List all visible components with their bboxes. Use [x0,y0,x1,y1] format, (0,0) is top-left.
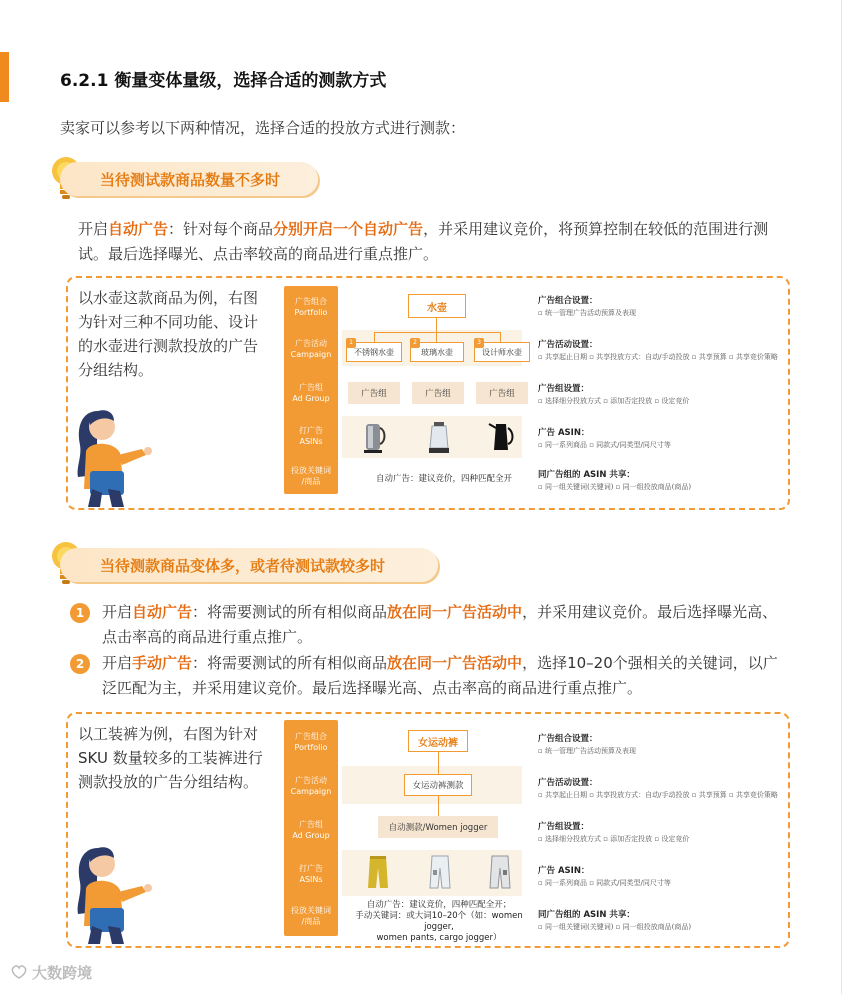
stainless-kettle-icon [362,420,386,454]
grey-jogger-icon [488,854,512,890]
highlight-manual-ad: 手动广告 [132,654,193,672]
campaign-box-1: 不锈钢水壶 [346,342,402,362]
note-campaign-title: 广告活动设置： [538,340,598,350]
tree-line [436,332,437,342]
tree-line [438,796,439,816]
note-share-desc: ▫ 同一组关键词(关键词) ▫ 同一组投放商品(商品) [538,923,692,931]
note-campaign-title: 广告活动设置： [538,778,598,788]
level-adgroup: 广告组 Ad Group [292,820,330,840]
campaign-number-2: 2 [410,338,420,348]
campaign-box: 女运动裤测款 [404,774,472,796]
note-asin-title: 广告 ASIN： [538,428,590,438]
watermark-text: 大数跨境 [32,964,93,982]
level-asins: 打广告 ASINs [299,426,323,446]
adgroup-box-2: 广告组 [412,382,464,404]
highlight-auto-ad: 自动广告 [108,220,169,238]
tree-line [374,332,500,333]
highlight-same-campaign: 放在同一广告活动中 [387,654,523,672]
targeting-note-1: 自动广告：建议竞价，四种匹配全开 [375,474,512,484]
section2-item-1: 开启自动广告：将需要测试的所有相似商品放在同一广告活动中，并采用建议竞价。最后选择曝光高、点击率高的商品进行重点推广。 [102,603,778,646]
woman-laptop-illustration [68,842,160,944]
campaign-number-3: 3 [474,338,484,348]
level-portfolio: 广告组合 Portfolio [294,732,328,752]
highlight-same-campaign: 放在同一广告活动中 [387,603,523,621]
adgroup-box: 自动测款/Women jogger [378,816,498,838]
note-campaign-desc: ▫ 共享起止日期 ▫ 共享投放方式：自动/手动投放 ▫ 共享预算 ▫ 共享竞价策略 [538,791,778,799]
tree-line [436,318,437,332]
tree-line [374,332,375,342]
adgroup-box-1: 广告组 [348,382,400,404]
step-number-2: 2 [70,654,90,674]
note-adgroup-title: 广告组设置： [538,822,590,832]
section-accent-bar [0,52,9,102]
white-jogger-icon [428,854,452,890]
campaign-box-2: 玻璃水壶 [410,342,464,362]
highlight-separate-auto-ad: 分别开启一个自动广告 [273,220,424,238]
level-campaign: 广告活动 Campaign [290,776,332,796]
note-portfolio-desc: ▫ 统一管理广告活动预算及表现 [538,309,636,317]
ad-structure-diagram-2 [284,720,784,943]
condition-pill-2-label: 当待测款商品变体多，或者待测试款较多时 [100,557,386,575]
note-asin-desc: ▫ 同一系列商品 ▫ 同款式/同类型/同尺寸等 [538,441,671,449]
campaign-box-3: 设计师水壶 [474,342,530,362]
watermark-logo-icon [10,964,28,980]
example-box-1-text: 以水壶这款商品为例，右图为针对三种不同功能、设计的水壶进行测款投放的广告分组结构。 [78,289,259,379]
adgroup-box-3: 广告组 [476,382,528,404]
note-adgroup-title: 广告组设置： [538,384,590,394]
glass-kettle-icon [426,420,452,454]
section1-paragraph: 开启自动广告：针对每个商品分别开启一个自动广告，并采用建议竞价，将预算控制在较低的范围进行测试。最后选择曝光、点击率较高的商品进行重点推广。 [78,220,769,263]
tree-line [500,332,501,342]
level-targeting: 投放关键词 /商品 [291,466,331,486]
note-portfolio-title: 广告组合设置： [538,296,598,306]
yellow-jogger-icon [366,854,390,890]
portfolio-box: 水壶 [408,294,466,318]
example-box-2-text: 以工装裤为例，右图为针对 SKU 数量较多的工装裤进行测款投放的广告分组结构。 [78,725,263,791]
highlight-auto-ad: 自动广告 [132,603,193,621]
page-edge-line [841,0,842,994]
level-adgroup: 广告组 Ad Group [292,383,330,403]
step-number-1: 1 [70,603,90,623]
level-targeting: 投放关键词 /商品 [291,906,331,926]
note-share-desc: ▫ 同一组关键词(关键词) ▫ 同一组投放商品(商品) [538,483,692,491]
targeting-note-2: 自动广告：建议竞价，四种匹配全开； 手动关键词：或大词10–20个（如：women jogger, women pants, cargo jogger） [355,900,523,943]
note-portfolio-desc: ▫ 统一管理广告活动预算及表现 [538,747,636,755]
note-asin-title: 广告 ASIN： [538,866,590,876]
designer-kettle-icon [488,420,514,454]
level-asins: 打广告 ASINs [299,864,323,884]
note-campaign-desc: ▫ 共享起止日期 ▫ 共享投放方式：自动/手动投放 ▫ 共享预算 ▫ 共享竞价策略 [538,353,778,361]
level-campaign: 广告活动 Campaign [290,339,332,359]
intro-text: 卖家可以参考以下两种情况，选择合适的投放方式进行测款： [60,119,466,137]
section2-item-2: 开启手动广告：将需要测试的所有相似商品放在同一广告活动中，选择10–20个强相关的关键词，以广泛匹配为主，并采用建议竞价。最后选择曝光高、点击率高的商品进行重点推广。 [102,654,778,697]
condition-pill-1 [60,162,318,196]
note-portfolio-title: 广告组合设置： [538,734,598,744]
ad-structure-diagram-1 [284,286,784,494]
tree-line [438,752,439,774]
note-adgroup-desc: ▫ 选择细分投放方式 ▫ 添加否定投放 ▫ 设定竞价 [538,835,690,843]
note-asin-desc: ▫ 同一系列商品 ▫ 同款式/同类型/同尺寸等 [538,879,671,887]
condition-pill-1-label: 当待测试款商品数量不多时 [100,171,281,189]
note-share-title: 同广告组的 ASIN 共享： [538,910,635,920]
portfolio-box: 女运动裤 [408,730,468,752]
section-heading: 6.2.1 衡量变体量级，选择合适的测款方式 [60,71,387,91]
condition-pill-2 [60,548,438,582]
woman-laptop-illustration [68,405,160,507]
level-portfolio: 广告组合 Portfolio [294,297,328,317]
campaign-number-1: 1 [346,338,356,348]
note-adgroup-desc: ▫ 选择细分投放方式 ▫ 添加否定投放 ▫ 设定竞价 [538,397,690,405]
note-share-title: 同广告组的 ASIN 共享： [538,470,635,480]
